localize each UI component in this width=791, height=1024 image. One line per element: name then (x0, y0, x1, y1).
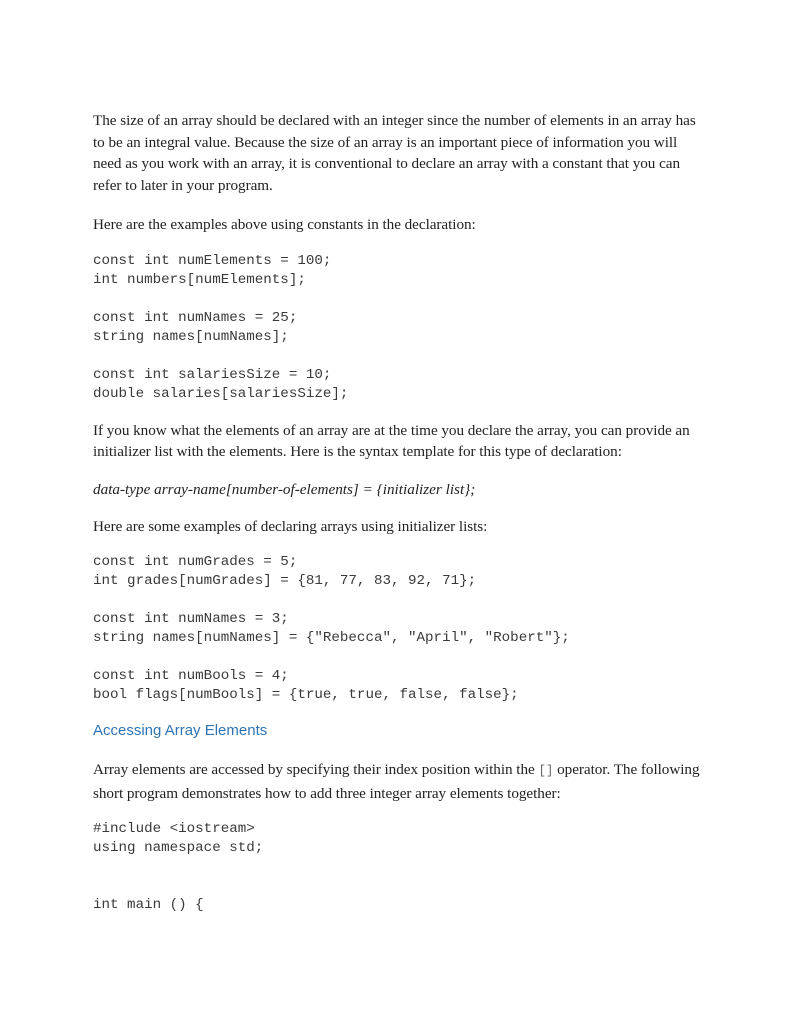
code-line: const int numNames = 25; (93, 309, 298, 326)
code-line: string names[numNames] = {"Rebecca", "April", "Robert"}; (93, 630, 570, 646)
const-example-2 (93, 309, 703, 347)
inline-code-brackets: [] (538, 764, 554, 778)
initializer-paragraph: If you know what the elements of an array are at the time you declare the array, you can provide an initializer list with the elements. Here is the syntax template for this type of declaration: (93, 421, 690, 460)
initializer-example-3 (93, 667, 703, 705)
initializer-intro: Here are some examples of declaring arrays using initializer lists: (93, 517, 488, 535)
code-line: int numbers[numElements]; (93, 271, 306, 288)
code-line: bool flags[numBools] = {true, true, false, false}; (93, 687, 519, 703)
const-example-3 (93, 366, 703, 404)
code-line: const int numElements = 100; (93, 252, 332, 269)
code-line: const int numBools = 4; (93, 668, 289, 684)
code-line: const int numGrades = 5; (93, 554, 298, 570)
code-line: double salaries[salariesSize]; (93, 385, 349, 402)
code-line-main: int main () { (93, 897, 204, 913)
code-line-include: #include <iostream> (93, 821, 255, 837)
code-line: const int numNames = 3; (93, 611, 289, 627)
document-page (93, 110, 703, 915)
program-code (93, 820, 703, 915)
access-text-before: Array elements are accessed by specifying their index position within the (93, 761, 539, 778)
access-text-after: operator. The following short program demonstrates how to add three integer array elements together: (93, 761, 700, 802)
code-line: int grades[numGrades] = {81, 77, 83, 92, 71}; (93, 573, 477, 589)
code-line: const int salariesSize = 10; (93, 366, 332, 383)
code-line: string names[numNames]; (93, 328, 289, 345)
access-paragraph (93, 759, 703, 804)
section-heading: Accessing Array Elements (93, 722, 268, 739)
syntax-template: data-type array-name[number-of-elements] = {initializer list}; (93, 480, 476, 498)
initializer-example-2 (93, 610, 703, 648)
const-example-1 (93, 252, 703, 290)
code-line-using: using namespace std; (93, 840, 264, 856)
constants-intro: Here are the examples above using constants in the declaration: (93, 216, 476, 233)
initializer-example-1 (93, 553, 703, 591)
intro-paragraph: The size of an array should be declared with an integer since the number of elements in an array has to be an integral value. Because the size of an array is an important piece of information you will need as you work with an array, it is conventional to declare an array with a constant that you can refer to later in your program. (93, 112, 696, 194)
